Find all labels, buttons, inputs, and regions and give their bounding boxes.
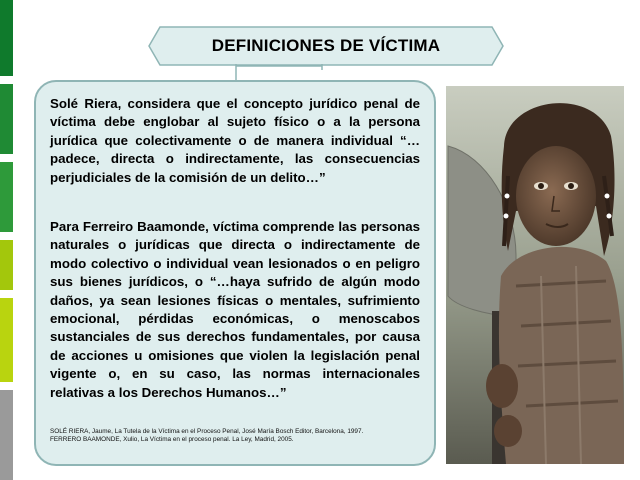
references <box>50 428 420 444</box>
stripe-gray <box>0 390 13 480</box>
stripe-gap <box>0 290 13 298</box>
stripe-lime <box>0 240 13 290</box>
stripe-lime-light <box>0 298 13 382</box>
definition-sole-riera: Solé Riera, considera que el concepto jurídico penal de víctima debe englobar al sujeto físico o a la persona jurídica que colectivamente o de manera individual “…padece, directa o indirectamente, las consecuencias perjudiciales de la comisión de un delito…” <box>50 96 420 185</box>
reference-sole-riera: SOLÉ RIERA, Jaume, La Tutela de la Víctima en el Proceso Penal, José María Bosch Editor, Barcelona, 1997. <box>50 428 364 435</box>
title-banner <box>148 26 504 66</box>
stripe-gap <box>0 154 13 162</box>
banner-connector <box>234 64 324 80</box>
stripe-gap <box>0 382 13 390</box>
stripe-mid-green <box>0 162 13 232</box>
stripe-gap <box>0 76 13 84</box>
slide-title: DEFINICIONES DE VÍCTIMA <box>211 36 441 55</box>
left-color-stripes <box>0 0 13 480</box>
stripe-dark-green <box>0 0 13 76</box>
stripe-green <box>0 84 13 154</box>
stripe-gap <box>0 232 13 240</box>
definition-ferreiro-baamonde: Para Ferreiro Baamonde, víctima comprende las personas naturales o jurídicas que directa o indirectamente de modo colectivo o individual vean lesionados o en peligro sus bienes jurídicos, o “…haya sufrido de algún modo daños, ya sean lesiones físicas o mentales, sufrimiento emocional, pérdidas económicas, o menoscabos sustanciales de sus derechos fundamentales, por causa de acciones u omisiones que violen la legislación penal vigente o, en su caso, las normas internacionales relativas a los Derechos Humanos…” <box>50 219 420 400</box>
child-with-shovel-photo <box>446 86 624 464</box>
reference-ferrero-baamonde: FERRERO BAAMONDE, Xulio, La Víctima en el proceso penal. La Ley, Madrid, 2005. <box>50 436 294 444</box>
